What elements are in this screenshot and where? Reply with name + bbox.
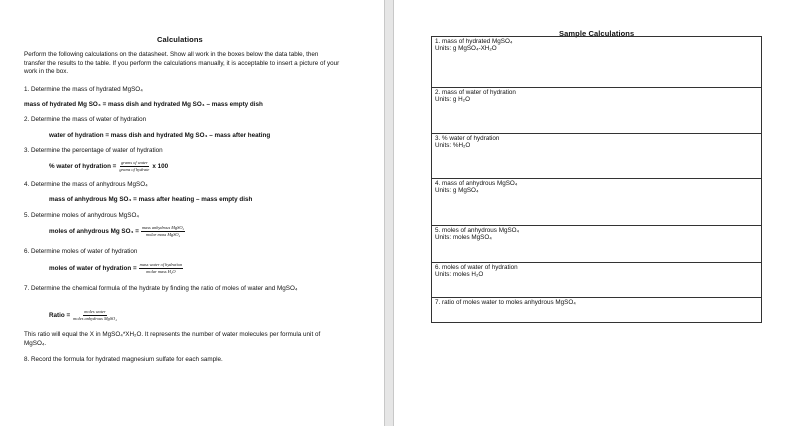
fraction-numerator: mass water of hydration [139, 262, 183, 267]
calc-cell-percent-water[interactable] [432, 133, 761, 178]
formula-percent-water [49, 160, 168, 172]
cell-units: Units: moles MgSO₄ [435, 233, 492, 241]
cell-label: 7. ratio of moles water to moles anhydrous MgSO₄ [435, 298, 576, 306]
fraction-denominator: moles anhydrous MgSO₄ [73, 316, 117, 321]
moles-anhydrous-lhs: moles of anhydrous Mg SO₄ = [49, 227, 139, 235]
cell-label: 2. mass of water of hydration [435, 88, 516, 96]
fraction-numerator: grams of water [121, 160, 148, 165]
calculations-heading: Calculations [157, 35, 203, 44]
step-6: 6. Determine moles of water of hydration [24, 248, 138, 255]
formula-moles-water [49, 262, 185, 274]
intro-paragraph: Perform the following calculations on the datasheet. Show all work in the boxes below the data table, then transfer the results to the table. If you perform the calculations manually, it is acceptable to insert a picture of your work in the box. [24, 51, 340, 76]
fraction-denominator: molar mass MgSO₄ [145, 232, 181, 237]
step-1: 1. Determine the mass of hydrated MgSO₄ [24, 86, 143, 93]
ratio-lhs: Ratio = [49, 311, 71, 319]
moles-water-lhs: moles of water of hydration = [49, 264, 137, 272]
calc-cell-mass-hydrated[interactable] [432, 37, 761, 87]
formula-ratio [49, 309, 120, 321]
sample-calculations-table [431, 36, 762, 323]
cell-label: 4. mass of anhydrous MgSO₄ [435, 179, 518, 187]
ratio-note: This ratio will equal the X in MgSO₄*XH₂O. It represents the number of water molecules per formula unit of MgSO₄. [24, 331, 321, 347]
cell-label: 6. moles of water of hydration [435, 263, 518, 271]
step-7: 7. Determine the chemical formula of the hydrate by finding the ratio of moles of water and MgSO₄ [24, 285, 298, 292]
fraction-numerator: mass anhydrous MgSO₄ [141, 225, 185, 230]
percent-water-lhs: % water of hydration = [49, 162, 117, 170]
fraction-denominator: grams of hydrate [119, 167, 150, 172]
cell-units: Units: g MgSO₄-XH₂O [435, 44, 497, 52]
sample-calculations-heading: Sample Calculations [559, 29, 635, 38]
step-2: 2. Determine the mass of water of hydration [24, 116, 147, 123]
cell-label: 3. % water of hydration [435, 134, 500, 142]
calc-cell-mass-anhydrous[interactable] [432, 178, 761, 225]
ratio-fraction [72, 309, 118, 321]
calc-cell-ratio[interactable] [432, 297, 761, 324]
fraction-denominator: molar mass H₂O [146, 269, 176, 274]
percent-water-fraction [118, 160, 150, 172]
calc-cell-moles-anhydrous[interactable] [432, 225, 761, 262]
cell-units: Units: g H₂O [435, 95, 470, 103]
moles-water-fraction [139, 262, 184, 274]
formula-water-hydration: water of hydration = mass dish and hydrated Mg SO₄ – mass after heating [49, 132, 271, 139]
cell-label: 5. moles of anhydrous MgSO₄ [435, 226, 520, 234]
calc-cell-water-hydration[interactable] [432, 87, 761, 133]
step-5: 5. Determine moles of anhydrous MgSO₄ [24, 212, 139, 219]
cell-units: Units: g MgSO₄ [435, 186, 479, 194]
step-4: 4. Determine the mass of anhydrous MgSO₄ [24, 181, 148, 188]
step-3: 3. Determine the percentage of water of hydration [24, 147, 163, 154]
formula-mass-anhydrous: mass of anhydrous Mg SO₄ = mass after heating – mass empty dish [49, 196, 253, 203]
calc-cell-moles-water[interactable] [432, 262, 761, 297]
percent-water-rhs: x 100 [152, 162, 169, 170]
cell-units: Units: moles H₂O [435, 270, 484, 278]
cell-units: Units: %H₂O [435, 141, 471, 149]
step-8: 8. Record the formula for hydrated magnesium sulfate for each sample. [24, 356, 223, 363]
formula-moles-anhydrous [49, 225, 187, 237]
formula-mass-hydrated: mass of hydrated Mg SO₄ = mass dish and hydrated Mg SO₄ – mass empty dish [24, 101, 263, 108]
moles-anhydrous-fraction [141, 225, 185, 237]
left-page [0, 0, 385, 426]
fraction-numerator: moles water [84, 309, 106, 314]
cell-label: 1. mass of hydrated MgSO₄ [435, 37, 513, 45]
right-page [393, 0, 790, 426]
